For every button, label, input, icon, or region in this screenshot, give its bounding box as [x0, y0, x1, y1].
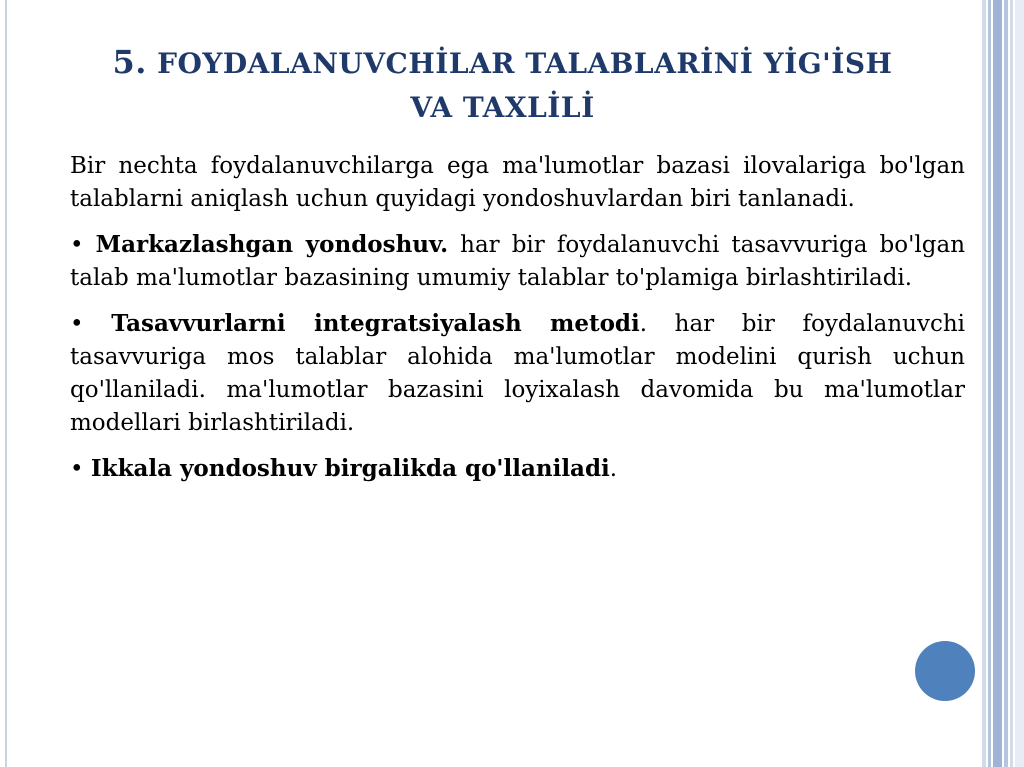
bullet-text: . [609, 456, 618, 482]
right-decor-stripe [1015, 0, 1024, 767]
bullet-bold-term: Ikkala yondoshuv birgalikda qo'llaniladi [90, 455, 610, 482]
bullet-text: har bir foydalanuvchi tasavvuriga bo'lgan talab ma'lumotlar bazasining umumiy talablar to'plamiga birlashtiriladi. [70, 232, 966, 291]
slide-title-line1 [60, 40, 945, 86]
slide-body [70, 150, 965, 498]
right-decor-stripe [1004, 0, 1008, 767]
right-decor-stripe [982, 0, 986, 767]
left-border-line [5, 0, 7, 767]
right-decor-stripe [988, 0, 991, 767]
bullet-item [70, 307, 965, 440]
bullet-item [70, 228, 965, 295]
slide-title-line2: VA TAXLİLİ [410, 91, 595, 124]
bullet-marker: • [70, 232, 84, 258]
slide-title [60, 40, 945, 130]
right-decor-stripe [1010, 0, 1013, 767]
slide-title-number: 5. [112, 43, 147, 81]
bullet-marker: • [70, 311, 84, 337]
paragraph-text: Bir nechta foydalanuvchilarga ega ma'lumotlar bazasi ilovalariga bo'lgan talablarni aniqlash uchun quyidagi yondoshuvlardan biri tanlanadi. [70, 153, 965, 212]
intro-paragraph [70, 150, 965, 216]
bullet-bold-term: Markazlashgan yondoshuv. [95, 231, 449, 258]
bullet-bold-term: Tasavvurlarni integratsiyalash metodi [111, 310, 640, 337]
decorative-circle [915, 641, 975, 701]
bullet-text: . har bir foydalanuvchi tasavvuriga mos talablar alohida ma'lumotlar modelini qurish uchun qo'llaniladi. ma'lumotlar bazasini loyixalash davomida bu ma'lumotlar modellari birlashtiriladi. [70, 311, 965, 436]
slide-title-text: FOYDALANUVCHİLAR TALABLARİNİ YİG'İSH [157, 47, 893, 80]
right-decor-stripe [993, 0, 1002, 767]
bullet-item [70, 452, 965, 486]
bullet-marker: • [70, 456, 84, 482]
